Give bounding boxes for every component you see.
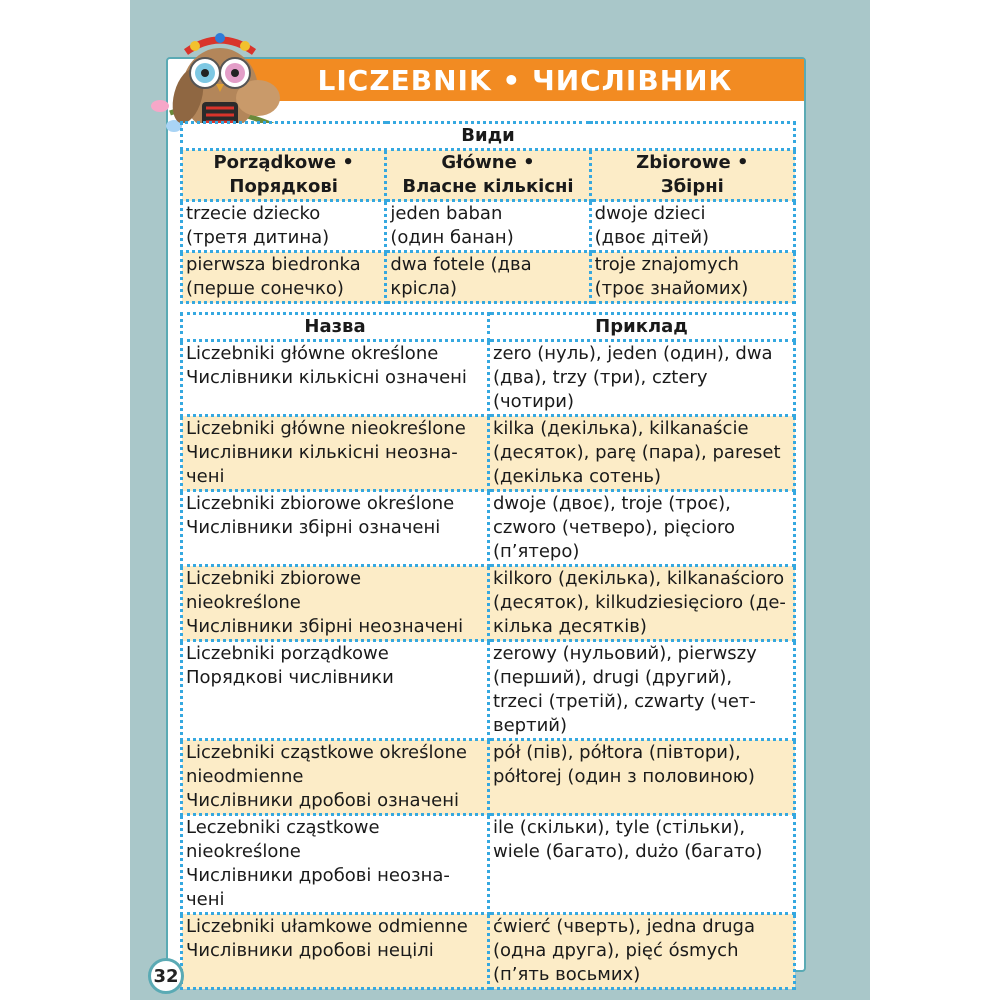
table-cell: Liczebniki cząstkowe określone nieodmienne Числівники дробові означені — [182, 740, 489, 815]
table-cell: dwoje dzieci (двоє дітей) — [590, 201, 794, 252]
numeral-names-table — [180, 312, 796, 990]
numeral-types-table — [180, 121, 796, 304]
table-cell: kilkoro (декілька), kilkanaścioro (десяток), kilkudziesięcioro (де- кілька десятків) — [489, 566, 795, 641]
table-cell: Liczebniki zbiorowe określone Числівники збірні означені — [182, 491, 489, 566]
table-cell: dwa fotele (два крісла) — [386, 252, 590, 303]
table-cell: pół (пів), półtora (півтори), półtorej (один з половиною) — [489, 740, 795, 815]
page-title: LICZEBNIK • ЧИСЛІВНИК — [317, 63, 733, 97]
table-cell: zerowy (нульовий), pierwszy (перший), drugi (другий), trzeci (третій), czwarty (чет- вертий) — [489, 641, 795, 740]
title-bar — [246, 59, 804, 101]
table-row — [182, 740, 795, 815]
table-row — [182, 491, 795, 566]
table-cell: Leczebniki cząstkowe nieokreślone Числівники дробові неозна- чені — [182, 815, 489, 914]
table-row — [182, 914, 795, 989]
table-cell: trzecie dziecko (третя дитина) — [182, 201, 386, 252]
table-cell: ile (скільки), tyle (стільки), wiele (багато), dużo (багато) — [489, 815, 795, 914]
table-row — [182, 815, 795, 914]
table-cell: dwoje (двоє), troje (троє), czworo (четверо), pięcioro (п’ятеро) — [489, 491, 795, 566]
table-cell: Liczebniki główne określone Числівники кількісні означені — [182, 341, 489, 416]
table-cell: jeden baban (один банан) — [386, 201, 590, 252]
table-row — [182, 566, 795, 641]
table-row — [182, 252, 795, 303]
content-area — [180, 121, 796, 990]
page-number: 32 — [148, 958, 184, 994]
table-cell: Liczebniki główne nieokreślone Числівники кількісні неозна- чені — [182, 416, 489, 491]
table-cell: zero (нуль), jeden (один), dwa (два), trzy (три), cztery (чотири) — [489, 341, 795, 416]
types-caption: Види — [182, 123, 795, 150]
column-header: Główne • Власне кількісні — [386, 150, 590, 201]
table-cell: Liczebniki zbiorowe nieokreślone Числівники збірні неозначені — [182, 566, 489, 641]
column-header: Zbiorowe • Збірні — [590, 150, 794, 201]
column-header: Назва — [182, 314, 489, 341]
table-row — [182, 341, 795, 416]
table-cell: ćwierć (чверть), jedna druga (одна друга), pięć ósmych (п’ять восьмих) — [489, 914, 795, 989]
table-cell: Liczebniki porządkowe Порядкові числівники — [182, 641, 489, 740]
table-cell: troje znajomych (троє знайомих) — [590, 252, 794, 303]
table-cell: Liczebniki ułamkowe odmienne Числівники дробові нецілі — [182, 914, 489, 989]
table-cell: pierwsza biedronka (перше сонечко) — [182, 252, 386, 303]
table-row — [182, 416, 795, 491]
column-header: Porządkowe • Порядкові — [182, 150, 386, 201]
table-row — [182, 641, 795, 740]
table-row — [182, 201, 795, 252]
table-cell: kilka (декілька), kilkanaście (десяток), parę (пара), pareset (декілька сотень) — [489, 416, 795, 491]
column-header: Приклад — [489, 314, 795, 341]
